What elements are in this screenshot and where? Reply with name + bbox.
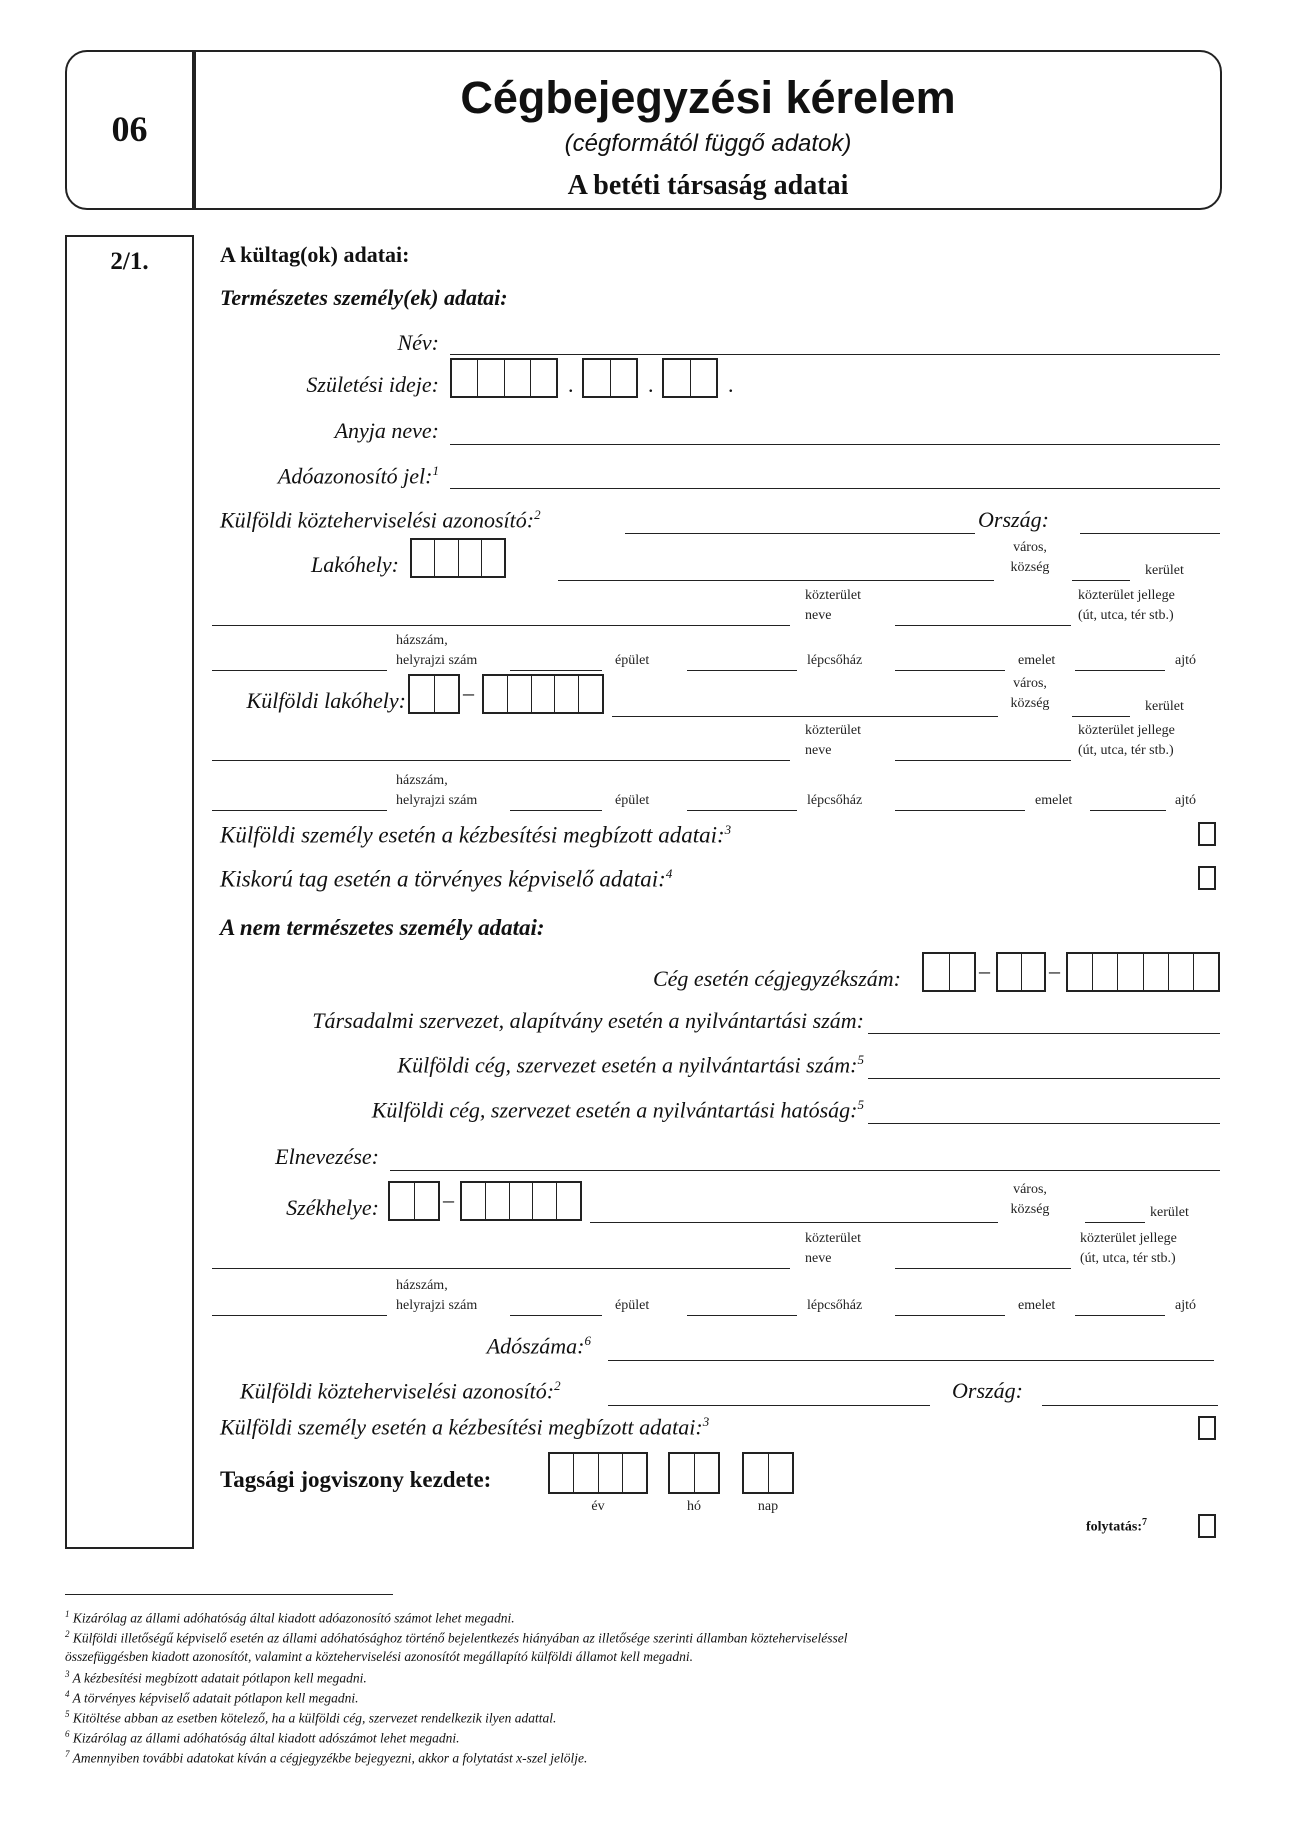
hazszam-label: házszám, helyrajzi szám: [396, 1278, 478, 1313]
emelet-field[interactable]: [895, 670, 1005, 671]
lakohely-zip-cells[interactable]: [410, 538, 506, 578]
form-title: Cégbejegyzési kérelem: [460, 72, 956, 123]
folytatas-label: folytatás:$^7$: [1086, 1517, 1147, 1535]
ajto-field[interactable]: [1075, 670, 1165, 671]
tarsadalmi-field[interactable]: [868, 1033, 1220, 1034]
emelet-label: emelet: [1035, 793, 1073, 808]
adoszama-field[interactable]: [608, 1360, 1214, 1361]
lepcsohaz-label: lépcsőház: [807, 793, 863, 808]
lepcsohaz-field[interactable]: [687, 810, 797, 811]
nap-label: nap: [757, 1499, 779, 1514]
tagsagi-day-cells[interactable]: [742, 1452, 794, 1494]
lakohely-label: Lakóhely:: [311, 552, 399, 577]
kulfoldi-szam-field[interactable]: [868, 1078, 1220, 1079]
szuletesi-ideje-label: Születési ideje:: [306, 372, 439, 397]
nev-label: Név:: [397, 330, 439, 355]
form-number: 06: [111, 109, 148, 149]
kozterulet-neve-field[interactable]: [212, 625, 790, 626]
ajto-label: ajtó: [1175, 653, 1196, 668]
orszag-label-2: Ország:: [952, 1378, 1023, 1403]
szekhelye-label: Székhelye:: [286, 1195, 379, 1220]
ho-label: hó: [687, 1499, 701, 1514]
footnote: $^1$ Kizárólag az állami adóhatóság által kiadott adóazonosító számot lehet megadni.: [65, 1609, 515, 1626]
szekhely-zip-cells[interactable]: [460, 1181, 582, 1221]
anyja-neve-label: Anyja neve:: [334, 418, 439, 443]
kozterulet-neve-label: közterület neve: [805, 588, 861, 623]
kezbesitesi-checkbox-2[interactable]: [1198, 1416, 1216, 1440]
kerulet-label: kerület: [1150, 1205, 1189, 1220]
adoazonosito-field[interactable]: [450, 488, 1220, 489]
birth-year-cells[interactable]: [450, 358, 558, 398]
birth-month-cells[interactable]: [582, 358, 638, 398]
emelet-field[interactable]: [895, 810, 1025, 811]
nev-field[interactable]: [450, 354, 1220, 355]
kulfoldi-hatosag-field[interactable]: [868, 1123, 1220, 1124]
kultag-heading: A kültag(ok) adatai:: [220, 242, 410, 267]
footnote: $^4$ A törvényes képviselő adatait pótlapon kell megadni.: [65, 1689, 359, 1706]
kozterulet-jellege-field[interactable]: [895, 1268, 1071, 1269]
cegjegyzek-dash: –: [1049, 958, 1060, 983]
varos-label: város, község: [1010, 676, 1050, 711]
cegjegyzek-dash: –: [979, 958, 990, 983]
szekhely-city-field[interactable]: [590, 1222, 998, 1223]
cegjegyzekszam-label: Cég esetén cégjegyzékszám:: [652, 966, 901, 991]
epulet-label: épület: [615, 1298, 650, 1313]
kezbesitesi-label: Külföldi személy esetén a kézbesítési megbízott adatai:$^3$: [220, 822, 732, 848]
footnote: $^5$ Kitöltése abban az esetben kötelező, ha a külföldi cég, szervezet rendelkezik ilyen adattal.: [65, 1709, 557, 1726]
kulfoldi-lakohely-zip-cells[interactable]: [482, 674, 604, 714]
lepcsohaz-field[interactable]: [687, 670, 797, 671]
hazszam-label: házszám, helyrajzi szám: [396, 773, 478, 808]
natural-person-heading: Természetes személy(ek) adatai:: [220, 285, 508, 310]
kulfoldi-city-field[interactable]: [612, 716, 998, 717]
szekhely-dash: –: [443, 1187, 454, 1212]
kulfoldi-kozteher-field[interactable]: [625, 533, 975, 534]
epulet-label: épület: [615, 793, 650, 808]
kiskoru-checkbox[interactable]: [1198, 866, 1216, 890]
footnote: $^6$ Kizárólag az állami adóhatóság által kiadott adószámot lehet megadni.: [65, 1729, 460, 1746]
section-number-box: [65, 235, 194, 1549]
elnevezese-label: Elnevezése:: [275, 1144, 379, 1169]
ajto-label: ajtó: [1175, 793, 1196, 808]
lepcsohaz-label: lépcsőház: [807, 653, 863, 668]
folytatas-checkbox[interactable]: [1198, 1514, 1216, 1538]
anyja-neve-field[interactable]: [450, 444, 1220, 445]
adoszama-label: Adószáma:$^6$: [486, 1333, 591, 1359]
epulet-field[interactable]: [510, 1315, 602, 1316]
szekhely-prefix-cells[interactable]: [388, 1181, 440, 1221]
kerulet-field[interactable]: [1085, 1222, 1145, 1223]
tarsadalmi-label: Társadalmi szervezet, alapítvány esetén a nyilvántartási szám:: [312, 1008, 864, 1033]
epulet-field[interactable]: [510, 670, 602, 671]
birth-date-dot: .: [568, 372, 574, 397]
kerulet-label: kerület: [1145, 563, 1184, 578]
kulfoldi-lakohely-label: Külföldi lakóhely:: [246, 688, 406, 713]
cegjegyzek-part1-cells[interactable]: [922, 952, 976, 992]
footnote: $^2$ Külföldi illetőségű képviselő esetén az állami adóhatósághoz történő bejelentkezés hiányában az illetősége szerinti államban közteherviseléssel: [65, 1629, 848, 1646]
footnote: összefüggésben kiadott azonosítót, valamint a közteherviselési azonosítót megállapító külföldi államot kell megadni.: [65, 1649, 694, 1664]
ev-label: év: [591, 1499, 605, 1514]
kerulet-field[interactable]: [1072, 580, 1130, 581]
kozterulet-jellege-label: közterület jellege (út, utca, tér stb.): [1078, 723, 1175, 758]
section-title: A betéti társaság adatai: [567, 170, 849, 201]
varos-label: város, község: [1010, 1182, 1050, 1217]
kozterulet-neve-label: közterület neve: [805, 1231, 861, 1266]
kozterulet-jellege-field[interactable]: [895, 625, 1071, 626]
birth-day-cells[interactable]: [662, 358, 718, 398]
cegjegyzek-part3-cells[interactable]: [1066, 952, 1220, 992]
hazszam-label: házszám, helyrajzi szám: [396, 633, 478, 668]
kozterulet-neve-field[interactable]: [212, 1268, 790, 1269]
kulfoldi-lakohely-prefix-cells[interactable]: [408, 674, 460, 714]
ajto-field[interactable]: [1075, 1315, 1165, 1316]
footnote-separator: [65, 1594, 393, 1595]
form-subtitle: (cégformától függő adatok): [564, 130, 852, 157]
elnevezese-field[interactable]: [390, 1170, 1220, 1171]
kulfoldi-kozteher-label-2: Külföldi közteherviselési azonosító:$^2$: [240, 1378, 561, 1404]
kozterulet-jellege-label: közterület jellege (út, utca, tér stb.): [1080, 1231, 1177, 1266]
kulfoldi-hatosag-label: Külföldi cég, szervezet esetén a nyilvántartási hatóság:$^5$: [371, 1097, 864, 1123]
emelet-label: emelet: [1018, 1298, 1056, 1313]
lepcsohaz-label: lépcsőház: [807, 1298, 863, 1313]
hazszam-field[interactable]: [212, 1315, 387, 1316]
orszag-field-2[interactable]: [1042, 1405, 1218, 1406]
epulet-label: épület: [615, 653, 650, 668]
tagsagi-month-cells[interactable]: [668, 1452, 720, 1494]
kozterulet-neve-label: közterület neve: [805, 723, 861, 758]
hazszam-field[interactable]: [212, 810, 387, 811]
footnote: $^3$ A kézbesítési megbízott adatait pótlapon kell megadni.: [65, 1669, 367, 1686]
orszag-field[interactable]: [1080, 533, 1220, 534]
birth-date-dot: .: [728, 372, 734, 397]
kozterulet-jellege-field[interactable]: [895, 760, 1071, 761]
hazszam-field[interactable]: [212, 670, 387, 671]
kulfoldi-kozteher-label: Külföldi közteherviselési azonosító:$^2$: [220, 507, 541, 533]
kulfoldi-lakohely-dash: –: [463, 680, 474, 705]
orszag-label: Ország:: [978, 507, 1049, 532]
cegjegyzek-part2-cells[interactable]: [996, 952, 1046, 992]
epulet-field[interactable]: [510, 810, 602, 811]
kezbesitesi-checkbox[interactable]: [1198, 822, 1216, 846]
tagsagi-year-cells[interactable]: [548, 1452, 648, 1494]
kulfoldi-szam-label: Külföldi cég, szervezet esetén a nyilvántartási szám:$^5$: [397, 1052, 864, 1078]
footnote: $^7$ Amennyiben további adatokat kíván a cégjegyzékbe bejegyezni, akkor a folytatást x-szel jelölje.: [65, 1749, 588, 1766]
nonnatural-heading: A nem természetes személy adatai:: [220, 915, 545, 940]
emelet-field[interactable]: [895, 1315, 1005, 1316]
ajto-field[interactable]: [1090, 810, 1166, 811]
kozterulet-neve-field[interactable]: [212, 760, 790, 761]
tagsagi-label: Tagsági jogviszony kezdete:: [220, 1467, 492, 1492]
emelet-label: emelet: [1018, 653, 1056, 668]
section-number: 2/1.: [110, 248, 149, 275]
birth-date-dot: .: [648, 372, 654, 397]
kozterulet-jellege-label: közterület jellege (út, utca, tér stb.): [1078, 588, 1175, 623]
kezbesitesi-label-2: Külföldi személy esetén a kézbesítési megbízott adatai:$^3$: [220, 1414, 710, 1440]
kerulet-field[interactable]: [1072, 716, 1130, 717]
adoazonosito-label: Adóazonosító jel:$^1$: [277, 463, 439, 489]
varos-label: város, község: [1010, 540, 1050, 575]
kiskoru-label: Kiskorú tag esetén a törvényes képviselő adatai:$^4$: [220, 866, 673, 892]
lepcsohaz-field[interactable]: [687, 1315, 797, 1316]
kerulet-label: kerület: [1145, 699, 1184, 714]
lakohely-city-field[interactable]: [558, 580, 994, 581]
kulfoldi-kozteher-field-2[interactable]: [608, 1405, 930, 1406]
ajto-label: ajtó: [1175, 1298, 1196, 1313]
